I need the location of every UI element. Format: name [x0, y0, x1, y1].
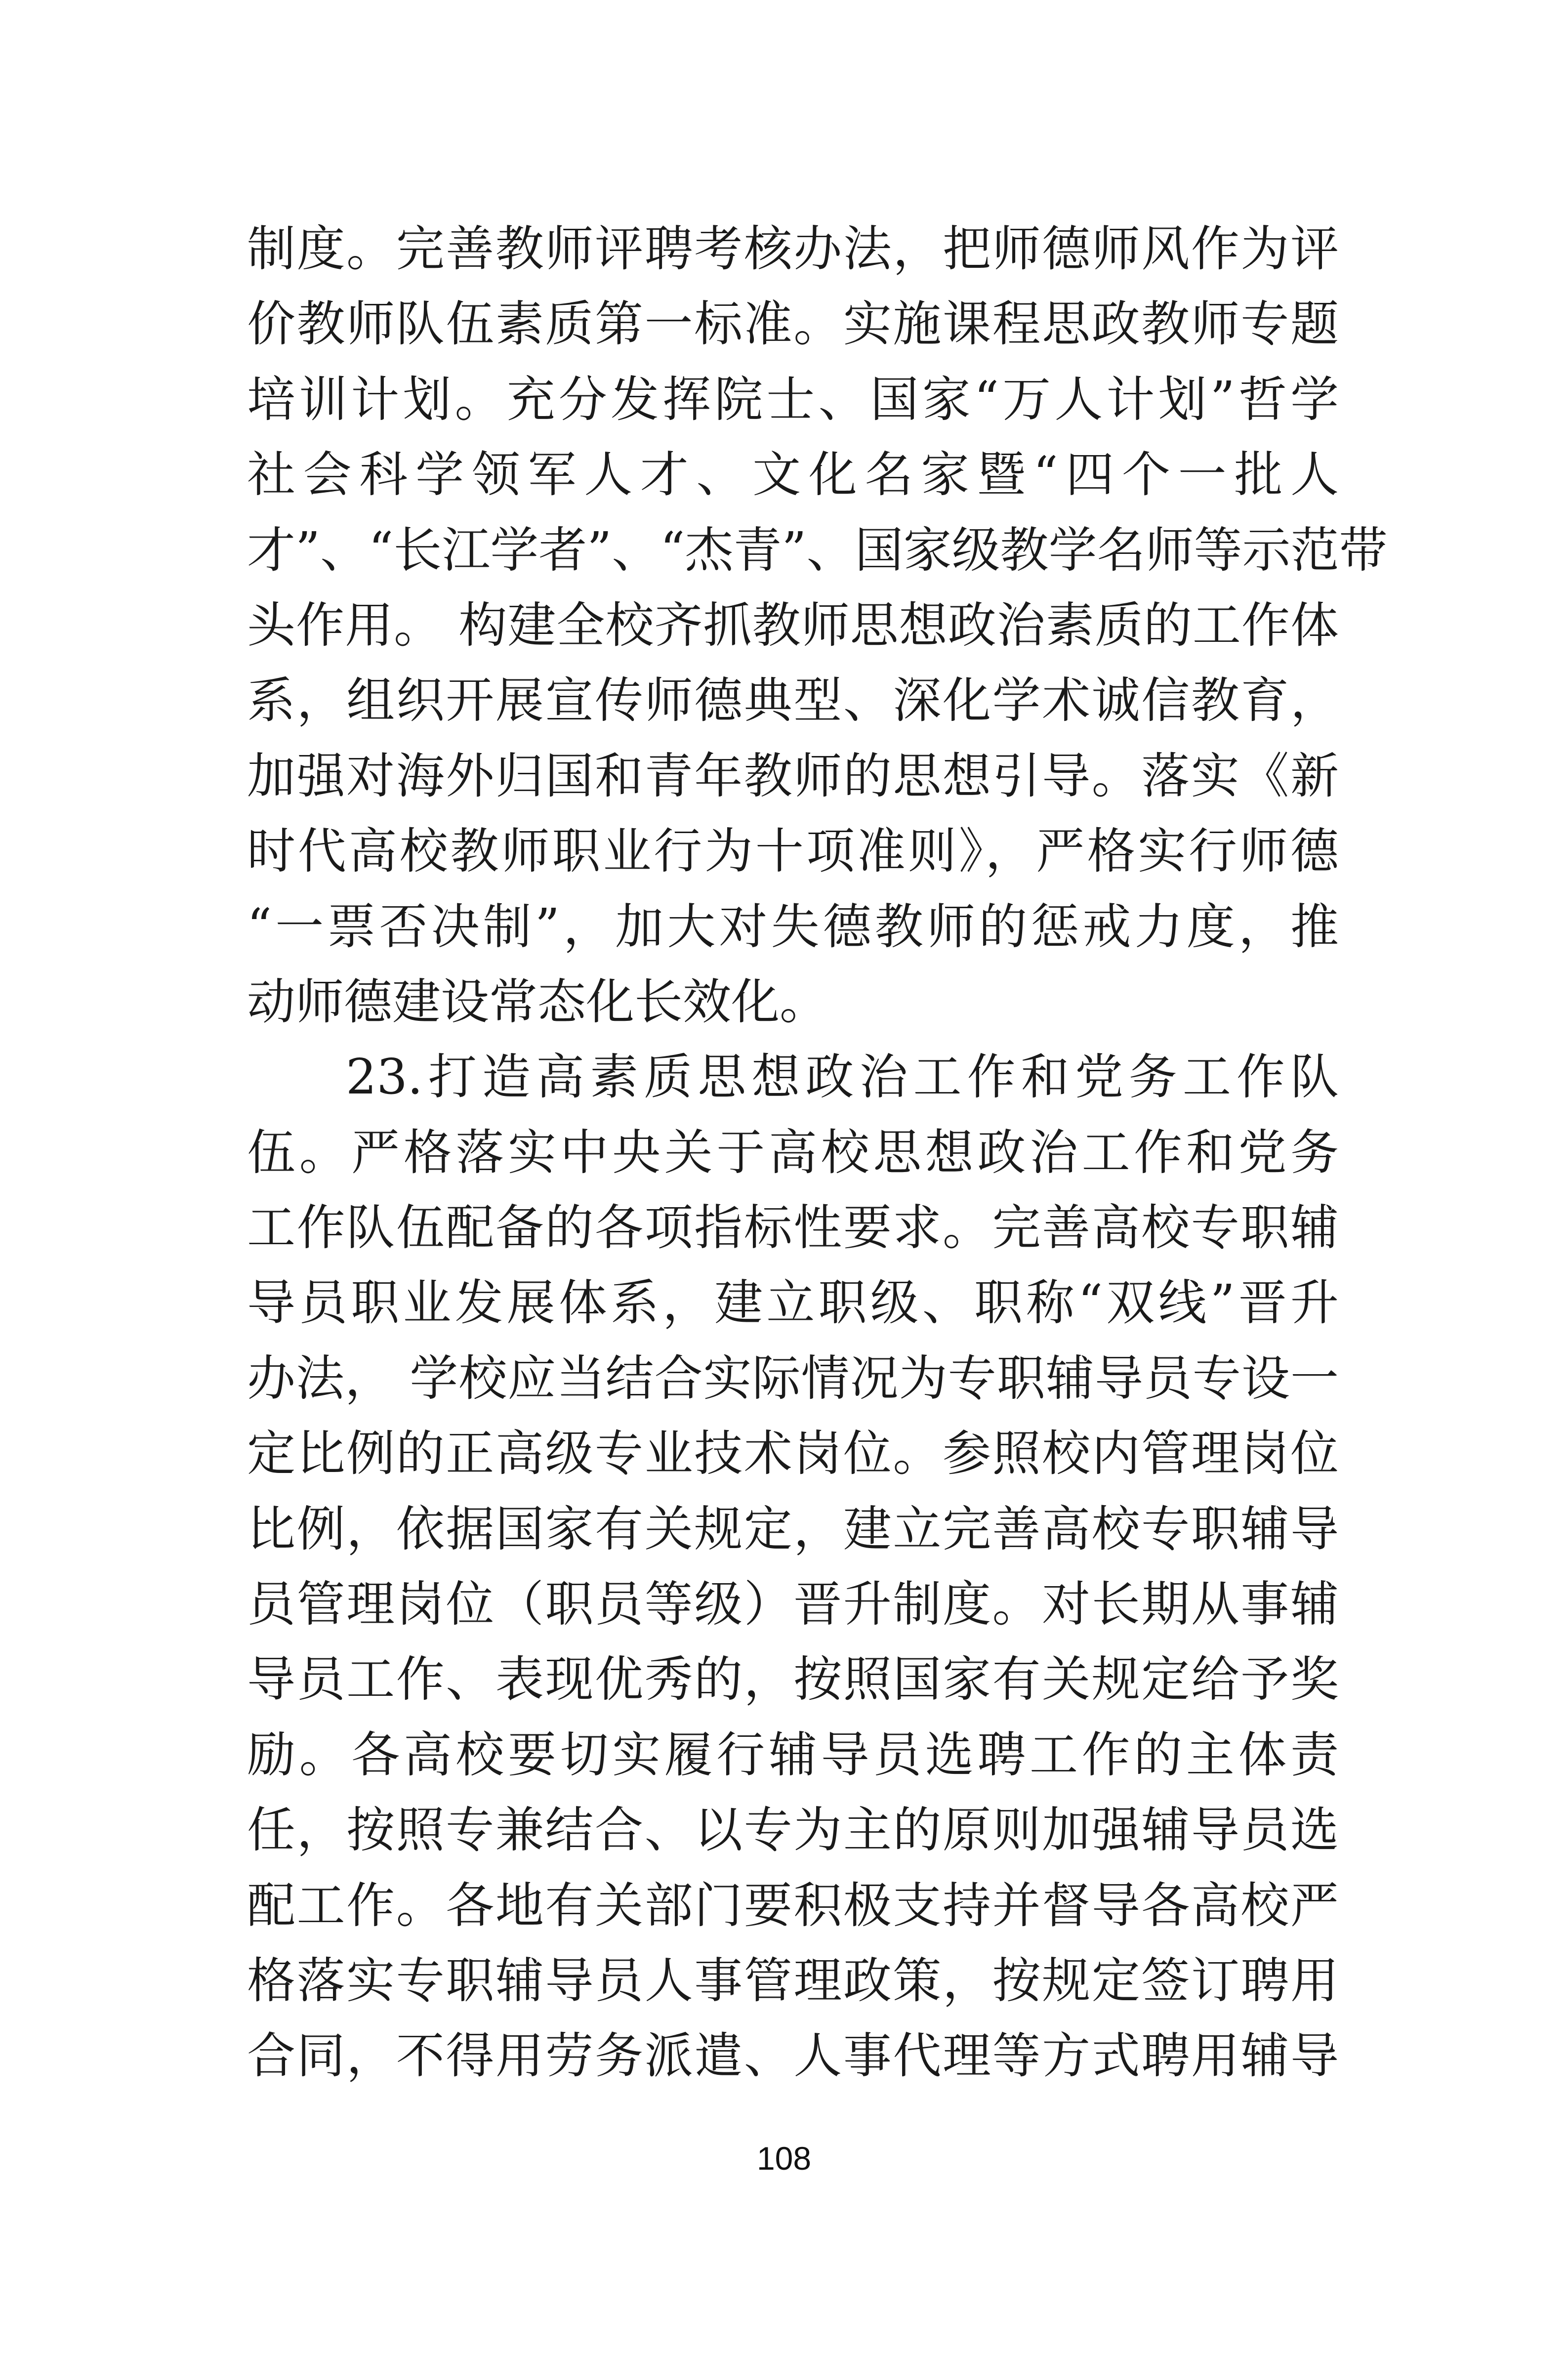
- text-line: 合同，不得用劳务派遣、人事代理等方式聘用辅导: [247, 2028, 1339, 2085]
- text-line: 比例，依据国家有关规定，建立完善高校专职辅导: [247, 1501, 1339, 1557]
- text-line: 才”、“长江学者”、“杰青”、国家级教学名师等示范带: [247, 522, 1388, 579]
- page-number: 108: [756, 2140, 812, 2177]
- text-line: 伍。严格落实中央关于高校思想政治工作和党务: [247, 1124, 1339, 1181]
- text-line: 任，按照专兼结合、以专为主的原则加强辅导员选: [247, 1802, 1339, 1859]
- text-line: 时代高校教师职业行为十项准则》，严格实行师德: [247, 823, 1339, 880]
- text-line: 系，组织开展宣传师德典型、深化学术诚信教育，: [247, 672, 1339, 729]
- text-line: 导员职业发展体系，建立职级、职称“双线”晋升: [247, 1275, 1339, 1332]
- text-line: 价教师队伍素质第一标准。实施课程思政教师专题: [247, 296, 1339, 353]
- body-text: [247, 211, 1388, 2094]
- text-line: 社会科学领军人才、文化名家暨“四个一批人: [247, 447, 1339, 504]
- text-line: 励。各高校要切实履行辅导员选聘工作的主体责: [247, 1726, 1339, 1783]
- text-line: 培训计划。充分发挥院士、国家“万人计划”哲学: [247, 371, 1339, 428]
- text-line: 头作用。 构建全校齐抓教师思想政治素质的工作体: [247, 597, 1339, 654]
- text-line: 格落实专职辅导员人事管理政策，按规定签订聘用: [247, 1952, 1339, 2009]
- text-line: 工作队伍配备的各项指标性要求。完善高校专职辅: [247, 1200, 1339, 1257]
- text-line: 办法， 学校应当结合实际情况为专职辅导员专设一: [247, 1350, 1339, 1407]
- text-line: 员管理岗位（职员等级）晋升制度。对长期从事辅: [247, 1576, 1339, 1633]
- text-line: “一票否决制”，加大对失德教师的惩戒力度，推: [247, 898, 1339, 955]
- text-line: 导员工作、表现优秀的，按照国家有关规定给予奖: [247, 1651, 1339, 1708]
- text-line: 制度。完善教师评聘考核办法，把师德师风作为评: [247, 221, 1339, 277]
- text-line: 配工作。各地有关部门要积极支持并督导各高校严: [247, 1877, 1339, 1934]
- text-line: 定比例的正高级专业技术岗位。参照校内管理岗位: [247, 1426, 1339, 1482]
- text-line: 加强对海外归国和青年教师的思想引导。落实《新: [247, 748, 1339, 804]
- section-heading-line: 23.打造高素质思想政治工作和党务工作队: [346, 1049, 1339, 1106]
- paragraph-end-line: 动师德建设常态化长效化。: [247, 973, 828, 1030]
